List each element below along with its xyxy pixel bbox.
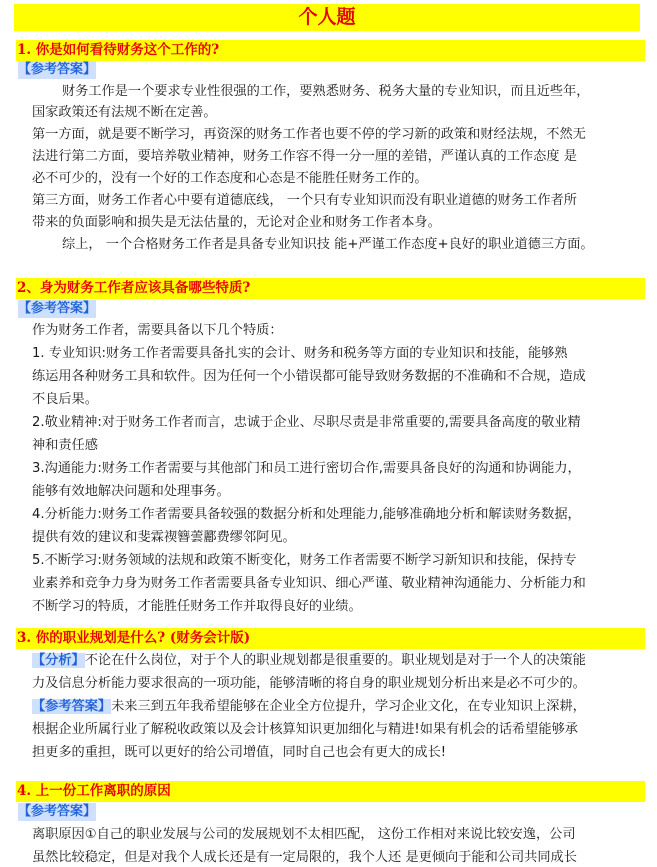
- q1-reference-answer-tag: 【参考答案】: [18, 62, 97, 77]
- q2-line: 神和责任感: [32, 438, 98, 453]
- q1-line: 带来的负面影响和损失是无法估量的，无论对企业和财务工作者本身。: [32, 215, 441, 230]
- q1-line: 国家政策还有法规不断在定善。: [32, 105, 217, 120]
- q2-line: 业素养和竞争力身为财务工作者需要具备专业知识、细心严谨、敬业精神沟通能力、分析能力和: [32, 576, 586, 591]
- q3-answer-line: [32, 698, 586, 716]
- q3-reference-answer-tag: 【参考答案】: [32, 699, 112, 714]
- q1-line: 综上， 一个合格财务工作者是具备专业知识技 能+严谨工作态度+良好的职业道德三方面。: [62, 237, 594, 252]
- q1-line: 财务工作是一个要求专业性很强的工作，要熟悉财务、税务大量的专业知识，而且近些年，: [62, 84, 590, 99]
- q3-answer-line: 担更多的重担，既可以更好的给公司增值，同时自己也会有更大的成长!: [32, 745, 447, 760]
- q2-line: 不断学习的特质，才能胜任财务工作并取得良好的业绩。: [32, 599, 362, 614]
- q4-line: 虽然比较稳定，但是对我个人成长还是有一定局限的，我个人还 是更倾向于能和公司共同成长: [32, 850, 577, 865]
- q3-analysis-tag: 【分析】: [32, 653, 85, 668]
- q2-line: 3.沟通能力:财务工作者需要与其他部门和员工进行密切合作,需要具备良好的沟通和协调能力，: [32, 461, 581, 476]
- q3-analysis-line: [32, 652, 586, 670]
- q2-line: 5.不断学习:财务领域的法规和政策不断变化，财务工作者需要不断学习新知识和技能，保持专: [32, 553, 577, 568]
- question-2-heading: 2、身为财务工作者应该具备哪些特质?: [16, 278, 645, 299]
- q2-line: 4.分析能力:财务工作者需要具备较强的数据分析和处理能力,能够准确地分析和解读财务数据，: [32, 507, 581, 522]
- page-title: 个人题: [14, 4, 640, 31]
- q1-line: 必不可少的，没有一个好的工作态度和心态是不能胜任财务工作的。: [32, 171, 428, 186]
- question-4-heading: 4. 上一份工作离职的原因: [16, 781, 645, 802]
- q2-line: 1. 专业知识:财务工作者需要具备扎实的会计、财务和税务等方面的专业知识和技能，能够熟: [32, 346, 568, 361]
- q2-line: 练运用各种财务工具和软件。因为任何一个小错误都可能导致财务数据的不准确和不合规，造成: [32, 369, 586, 384]
- q2-line: 提供有效的建议和斐霖禊簪蕓酈费缪邻阿见。: [32, 530, 296, 545]
- q2-reference-answer-tag: 【参考答案】: [18, 301, 97, 316]
- q2-line: 不良后果。: [32, 392, 98, 407]
- q3-analysis-line: 力及信息分析能力要求很高的一项功能，能够清晰的将自身的职业规划分析出来是必不可少的。: [32, 676, 586, 691]
- q1-line: 第一方面，就是要不断学习，再资深的财务工作者也要不停的学习新的政策和财经法规，不然无: [32, 127, 586, 142]
- q4-line: 离职原因①自己的职业发展与公司的发展规划不太相匹配， 这份工作相对来说比较安逸，公司: [32, 827, 576, 842]
- q3-answer-text: 未来三到五年我希望能够在企业全方位提升，学习企业文化，在专业知识上深耕，: [111, 699, 586, 714]
- question-3-heading: 3. 你的职业规划是什么? (财务会计版): [16, 628, 645, 649]
- q2-line: 2.敬业精神:对于财务工作者而言，忠诚于企业、尽职尽责是非常重要的,需要具备高度的敬业精: [32, 415, 581, 430]
- q4-reference-answer-tag: 【参考答案】: [18, 804, 97, 819]
- q1-line: 法进行第二方面，要培养敬业精神，财务工作容不得一分一厘的差错，严谨认真的工作态度 是: [32, 149, 577, 164]
- question-1-heading: 1. 你是如何看待财务这个工作的?: [16, 40, 645, 61]
- q2-line: 作为财务工作者，需要具备以下几个特质：: [32, 323, 283, 338]
- q3-analysis-text: 不论在什么岗位，对于个人的职业规划都是很重要的。职业规划是对于一个人的决策能: [84, 653, 586, 668]
- q1-line: 第三方面，财务工作者心中要有道德底线， 一个只有专业知识而没有职业道德的财务工作者所: [32, 193, 577, 208]
- q3-answer-line: 根据企业所属行业了解税收政策以及会计核算知识更加细化与精进!如果有机会的话希望能够承: [32, 722, 578, 737]
- q2-line: 能够有效地解决问题和处理事务。: [32, 484, 230, 499]
